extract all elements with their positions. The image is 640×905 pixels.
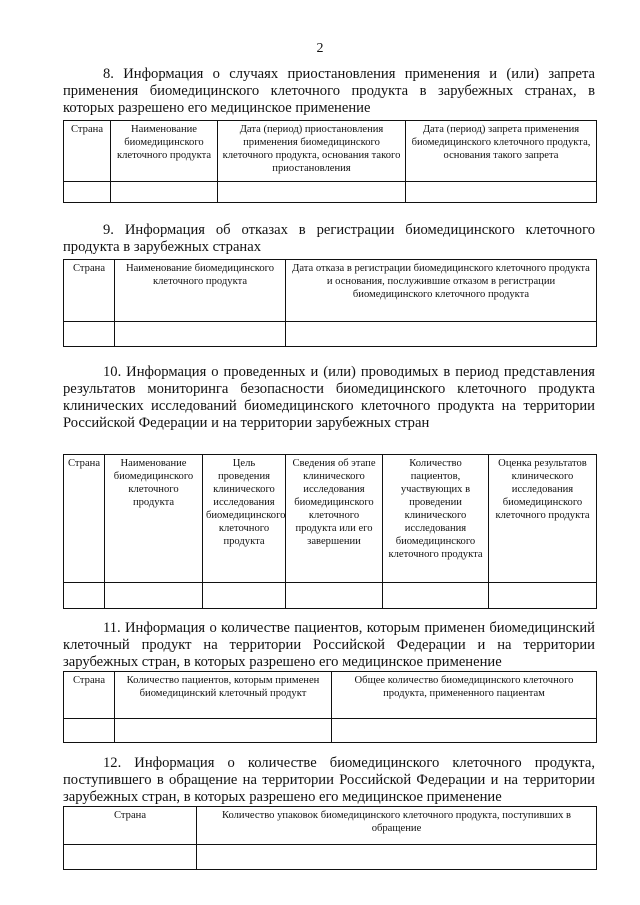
- table-11-empty-cell: [64, 719, 115, 743]
- table-11-header-cell: Страна: [64, 672, 115, 719]
- table-11: [63, 671, 597, 743]
- table-8-empty-cell: [111, 182, 218, 203]
- table-10-empty-cell: [489, 583, 597, 609]
- table-12-header-row: [64, 807, 597, 845]
- table-12-header-cell: Количество упаковок биомедицинского клеточного продукта, поступивших в обращение: [197, 807, 597, 845]
- section-10-text: 10. Информация о проведенных и (или) проводимых в период представления результатов мониторинга безопасности биомедицинского клеточного продукта клинических исследований биомедицинского клеточного продукта на территории Российской Федерации и на территории зарубежных стран: [63, 364, 595, 431]
- table-8-empty-cell: [64, 182, 111, 203]
- table-9-header-cell: Дата отказа в регистрации биомедицинского клеточного продукта и основания, послужившие отказом в регистрации биомедицинского клеточного продукта: [286, 260, 597, 322]
- table-10-empty-row: [64, 583, 597, 609]
- table-10-empty-cell: [286, 583, 383, 609]
- table-10-header-cell: Цель проведения клинического исследования биомедицинского клеточного продукта: [203, 455, 286, 583]
- table-10-empty-cell: [383, 583, 489, 609]
- table-12-empty-row: [64, 845, 597, 870]
- table-8-header-row: [64, 121, 597, 182]
- table-8-empty-cell: [406, 182, 597, 203]
- table-11-empty-row: [64, 719, 597, 743]
- section-8-text: 8. Информация о случаях приостановления применения и (или) запрета применения биомедицинского клеточного продукта в зарубежных странах, в которых разрешено его медицинское применение: [63, 66, 595, 116]
- table-10: [63, 454, 597, 609]
- table-10-empty-cell: [64, 583, 105, 609]
- table-10-header-cell: Страна: [64, 455, 105, 583]
- table-11-header-row: [64, 672, 597, 719]
- table-12-empty-cell: [197, 845, 597, 870]
- table-11-header-cell: Общее количество биомедицинского клеточного продукта, примененного пациентам: [332, 672, 597, 719]
- table-10-header-cell: Оценка результатов клинического исследования биомедицинского клеточного продукта: [489, 455, 597, 583]
- table-11-empty-cell: [332, 719, 597, 743]
- table-10-header-cell: Количество пациентов, участвующих в проведении клинического исследования биомедицинского клеточного продукта: [383, 455, 489, 583]
- table-8-header-cell: Наименование биомедицинского клеточного продукта: [111, 121, 218, 182]
- table-12-empty-cell: [64, 845, 197, 870]
- table-10-empty-cell: [105, 583, 203, 609]
- table-10-header-cell: Наименование биомедицинского клеточного продукта: [105, 455, 203, 583]
- table-9-header-cell: Наименование биомедицинского клеточного продукта: [115, 260, 286, 322]
- table-8: [63, 120, 597, 203]
- section-11-text: 11. Информация о количестве пациентов, которым применен биомедицинский клеточный продукт на территории Российской Федерации и на территории зарубежных стран, в которых разрешено его медицинское применение: [63, 620, 595, 670]
- table-12-header-cell: Страна: [64, 807, 197, 845]
- table-9-empty-cell: [64, 322, 115, 347]
- table-10-header-cell: Сведения об этапе клинического исследования биомедицинского клеточного продукта или его завершении: [286, 455, 383, 583]
- table-8-empty-cell: [218, 182, 406, 203]
- table-9-empty-cell: [286, 322, 597, 347]
- table-10-empty-cell: [203, 583, 286, 609]
- table-8-header-cell: Страна: [64, 121, 111, 182]
- table-9-empty-cell: [115, 322, 286, 347]
- table-9: [63, 259, 597, 347]
- table-9-header-row: [64, 260, 597, 322]
- table-8-header-cell: Дата (период) приостановления применения биомедицинского клеточного продукта, основания такого приостановления: [218, 121, 406, 182]
- table-11-header-cell: Количество пациентов, которым применен биомедицинский клеточный продукт: [115, 672, 332, 719]
- table-10-header-row: [64, 455, 597, 583]
- table-12: [63, 806, 597, 870]
- section-9-text: 9. Информация об отказах в регистрации биомедицинского клеточного продукта в зарубежных странах: [63, 222, 595, 255]
- table-9-header-cell: Страна: [64, 260, 115, 322]
- section-12-text: 12. Информация о количестве биомедицинского клеточного продукта, поступившего в обращение на территории Российской Федерации и на территории зарубежных стран, в которых разрешено его медицинское применение: [63, 755, 595, 805]
- table-11-empty-cell: [115, 719, 332, 743]
- page-number: 2: [316, 41, 324, 56]
- table-9-empty-row: [64, 322, 597, 347]
- table-8-header-cell: Дата (период) запрета применения биомедицинского клеточного продукта, основания такого запрета: [406, 121, 597, 182]
- table-8-empty-row: [64, 182, 597, 203]
